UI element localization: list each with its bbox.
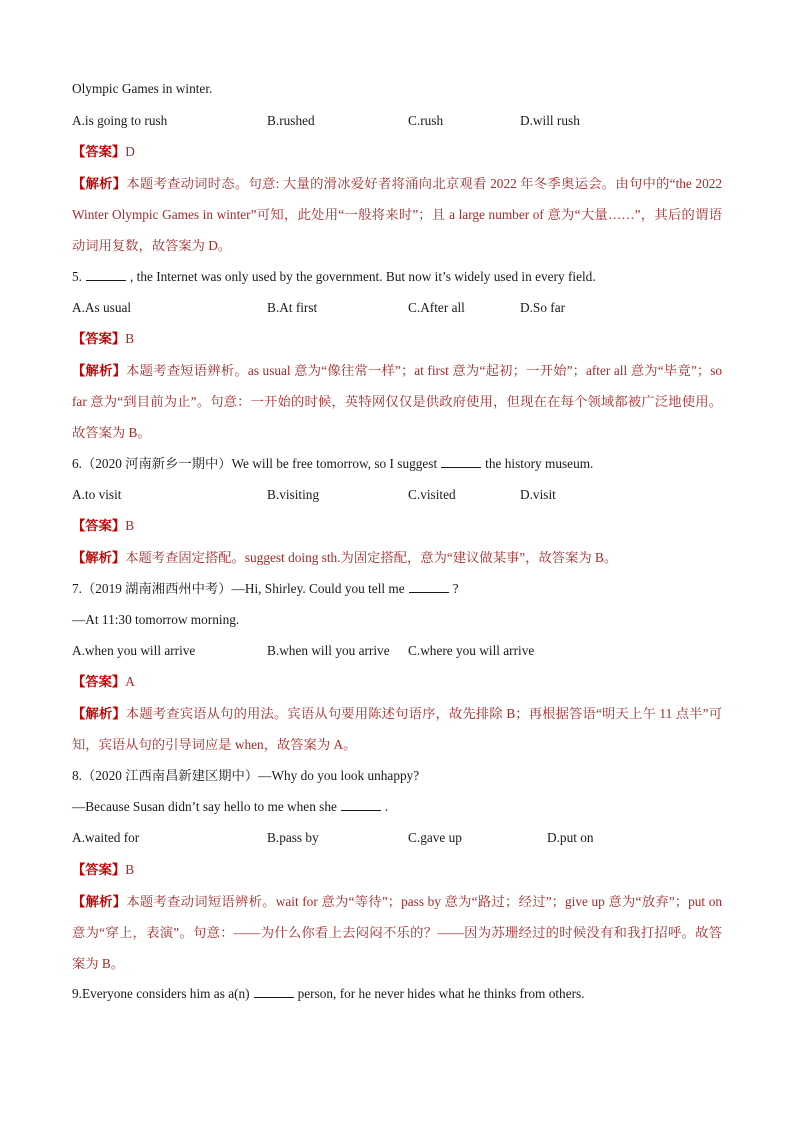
explanation-tag: 【解析】 bbox=[72, 894, 127, 909]
explanation-text: 本题考查动词时态。句意: 大量的滑冰爱好者将涌向北京观看 2022 年冬季奥运会。由句中的“the 2022 Winter Olympic Games in winter”可知，此处用“一般将来时”；且 a large number of 意为“大量……”，其后的谓语动词用复数，故答案为 D。 bbox=[72, 176, 723, 253]
q5-option-b: B.At first bbox=[267, 300, 318, 315]
answer-blank bbox=[86, 268, 126, 281]
q6-stem bbox=[72, 455, 722, 473]
answer-tag: 【答案】 bbox=[72, 518, 126, 533]
explanation-text: 本题考查固定搭配。suggest doing sth.为固定搭配，意为“建议做某事”，故答案为 B。 bbox=[125, 550, 618, 565]
answer-value: A bbox=[125, 674, 135, 689]
q8-option-c: C.gave up bbox=[408, 830, 462, 845]
q6-answer bbox=[72, 517, 722, 535]
q5-option-c: C.After all bbox=[408, 300, 465, 315]
q4-option-b: B.rushed bbox=[267, 113, 315, 128]
explanation-tag: 【解析】 bbox=[72, 706, 126, 721]
answer-blank bbox=[441, 455, 481, 468]
q8-reply-tail: . bbox=[384, 799, 389, 814]
q7-option-a: A.when you will arrive bbox=[72, 643, 196, 658]
q5-option-d: D.So far bbox=[520, 300, 566, 315]
q9-stem-text: 9.Everyone considers him as a(n) bbox=[72, 986, 250, 1001]
answer-value: B bbox=[125, 862, 135, 877]
q6-option-c: C.visited bbox=[408, 487, 456, 502]
q5-stem-text: , the Internet was only used by the government. But now it’s widely used in every field. bbox=[129, 269, 596, 284]
q8-explanation bbox=[72, 886, 722, 979]
answer-tag: 【答案】 bbox=[72, 674, 126, 689]
q4-explanation bbox=[72, 168, 722, 261]
answer-value: B bbox=[125, 331, 135, 346]
q8-answer bbox=[72, 861, 722, 879]
q6-explanation bbox=[72, 549, 722, 567]
q5-explanation bbox=[72, 355, 722, 448]
q8-option-a: A.waited for bbox=[72, 830, 140, 845]
answer-tag: 【答案】 bbox=[72, 331, 126, 346]
q7-stem bbox=[72, 580, 722, 598]
q4-option-d: D.will rush bbox=[520, 113, 580, 128]
answer-tag: 【答案】 bbox=[72, 144, 126, 159]
q9-stem bbox=[72, 985, 722, 1003]
answer-blank bbox=[341, 798, 381, 811]
q7-stem-tail: ? bbox=[452, 581, 459, 596]
q9-stem-tail: person, for he never hides what he thinks from others. bbox=[297, 986, 585, 1001]
q7-answer bbox=[72, 673, 722, 691]
q8-stem: 8.（2020 江西南昌新建区期中）—Why do you look unhappy? bbox=[72, 768, 420, 783]
q6-option-b: B.visiting bbox=[267, 487, 320, 502]
q6-stem-text: 6.（2020 河南新乡一期中）We will be free tomorrow, so I suggest bbox=[72, 456, 438, 471]
q8-reply-text: —Because Susan didn’t say hello to me when she bbox=[72, 799, 337, 814]
q6-option-d: D.visit bbox=[520, 487, 556, 502]
q7-explanation bbox=[72, 698, 722, 760]
explanation-text: 本题考查宾语从句的用法。宾语从句要用陈述句语序，故先排除 B；再根据答语“明天上午 11 点半”可知，宾语从句的引导词应是 when，故答案为 A。 bbox=[72, 706, 722, 752]
q6-stem-tail: the history museum. bbox=[485, 456, 594, 471]
explanation-tag: 【解析】 bbox=[72, 550, 126, 565]
answer-tag: 【答案】 bbox=[72, 862, 126, 877]
q7-reply: —At 11:30 tomorrow morning. bbox=[72, 612, 240, 627]
q7-option-c: C.where you will arrive bbox=[408, 643, 535, 658]
explanation-tag: 【解析】 bbox=[72, 363, 127, 378]
q5-answer bbox=[72, 330, 722, 348]
explanation-text: 本题考查动词短语辨析。wait for 意为“等待”；pass by 意为“路过；经过”；give up 意为“放弃”；put on 意为“穿上，表演”。句意：——为什么你看上去闷闷不乐的？——因为苏珊经过的时候没有和我打招呼。故答案为 B。 bbox=[72, 894, 722, 971]
answer-blank bbox=[254, 985, 294, 998]
q6-option-a: A.to visit bbox=[72, 487, 122, 502]
q8-option-d: D.put on bbox=[547, 830, 594, 845]
q8-reply bbox=[72, 798, 722, 816]
answer-value: D bbox=[125, 144, 135, 159]
answer-value: B bbox=[125, 518, 135, 533]
answer-blank bbox=[409, 580, 449, 593]
q5-option-a: A.As usual bbox=[72, 300, 132, 315]
q7-option-b: B.when will you arrive bbox=[267, 643, 390, 658]
q5-number: 5. bbox=[72, 269, 82, 284]
q8-option-b: B.pass by bbox=[267, 830, 319, 845]
explanation-text: 本题考查短语辨析。as usual 意为“像往常一样”；at first 意为“起初；一开始”；after all 意为“毕竟”；so far 意为“到目前为止”。句意：一开始的时候，英特网仅仅是供政府使用，但现在在每个领域都被广泛地使用。故答案为 B。 bbox=[72, 363, 723, 440]
explanation-tag: 【解析】 bbox=[72, 176, 127, 191]
q5-stem bbox=[72, 268, 722, 286]
q4-option-c: C.rush bbox=[408, 113, 444, 128]
q4-option-a: A.is going to rush bbox=[72, 113, 168, 128]
q4-stem-tail: Olympic Games in winter. bbox=[72, 81, 213, 96]
q4-answer bbox=[72, 143, 722, 161]
q7-stem-text: 7.（2019 湖南湘西州中考）—Hi, Shirley. Could you tell me bbox=[72, 581, 405, 596]
